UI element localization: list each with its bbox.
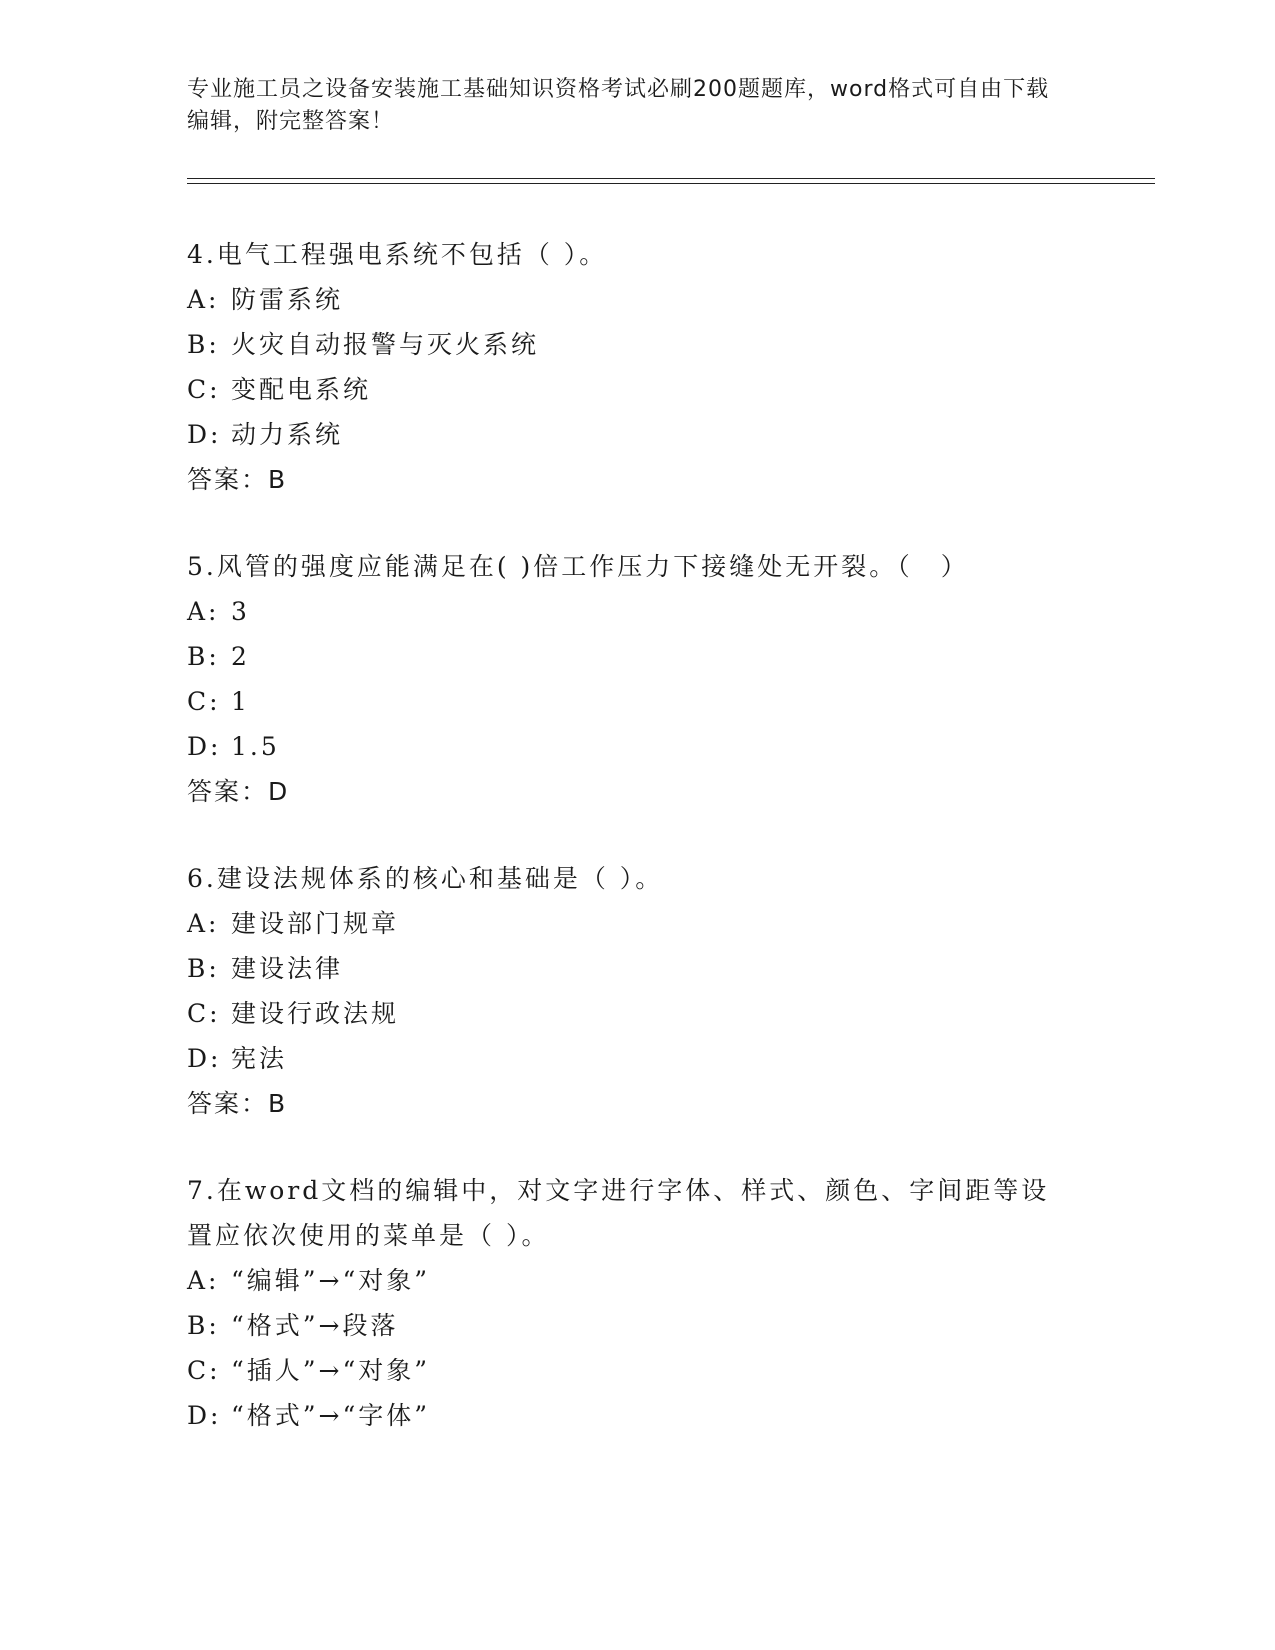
header-rule-bottom	[187, 183, 1155, 184]
option-key: B:	[187, 330, 220, 359]
option-b	[187, 322, 1087, 367]
option-text: “格式”→“字体”	[231, 1401, 431, 1430]
option-text: 宪法	[231, 1044, 288, 1073]
option-key: A:	[187, 909, 220, 938]
option-c	[187, 367, 1087, 412]
option-text: “格式”→段落	[231, 1311, 399, 1340]
option-a	[187, 901, 1087, 946]
answer-line: 答案：B	[187, 465, 288, 494]
option-b	[187, 1303, 1087, 1348]
option-key: D:	[187, 1401, 222, 1430]
question-stem: 4.电气工程强电系统不包括（ ）。	[187, 240, 608, 269]
option-d	[187, 724, 1087, 769]
option-text: 火灾自动报警与灭火系统	[231, 330, 540, 359]
option-text: 防雷系统	[231, 285, 344, 314]
question-5	[187, 544, 1087, 814]
answer-line: 答案：B	[187, 1089, 288, 1118]
option-key: D:	[187, 1044, 222, 1073]
option-text: 变配电系统	[231, 375, 372, 404]
header-rule-top	[187, 178, 1155, 179]
option-key: D:	[187, 732, 222, 761]
option-text: “编辑”→“对象”	[231, 1266, 431, 1295]
option-key: A:	[187, 285, 220, 314]
option-key: A:	[187, 1266, 220, 1295]
option-key: B:	[187, 1311, 220, 1340]
question-list	[187, 232, 1087, 1480]
option-text: 3	[231, 597, 250, 626]
option-key: C:	[187, 1356, 221, 1385]
option-text: 建设法律	[231, 954, 344, 983]
option-a	[187, 277, 1087, 322]
answer-line: 答案：D	[187, 777, 290, 806]
option-key: B:	[187, 954, 220, 983]
option-key: D:	[187, 420, 222, 449]
question-4	[187, 232, 1087, 502]
option-key: B:	[187, 642, 220, 671]
option-text: 1	[231, 687, 250, 716]
option-c	[187, 679, 1087, 724]
question-stem: 6.建设法规体系的核心和基础是（ ）。	[187, 864, 664, 893]
option-b	[187, 634, 1087, 679]
question-7	[187, 1168, 1087, 1438]
option-text: 2	[231, 642, 250, 671]
option-text: “插人”→“对象”	[231, 1356, 431, 1385]
document-header: 专业施工员之设备安装施工基础知识资格考试必刷200题题库，word格式可自由下载编辑，附完整答案！	[187, 77, 1050, 134]
question-stem: 5.风管的强度应能满足在( )倍工作压力下接缝处无开裂。（ ）	[187, 552, 969, 581]
option-c	[187, 991, 1087, 1036]
option-key: A:	[187, 597, 220, 626]
option-a	[187, 1258, 1087, 1303]
option-b	[187, 946, 1087, 991]
option-text: 建设行政法规	[231, 999, 400, 1028]
option-text: 1.5	[231, 732, 280, 761]
option-d	[187, 412, 1087, 457]
option-d	[187, 1036, 1087, 1081]
question-stem: 7.在word文档的编辑中，对文字进行字体、样式、颜色、字间距等设置应依次使用的菜单是（ ）。	[187, 1176, 1050, 1250]
option-key: C:	[187, 999, 221, 1028]
option-a	[187, 589, 1087, 634]
option-key: C:	[187, 375, 221, 404]
option-c	[187, 1348, 1087, 1393]
option-text: 动力系统	[231, 420, 344, 449]
option-text: 建设部门规章	[231, 909, 400, 938]
question-6	[187, 856, 1087, 1126]
option-d	[187, 1393, 1087, 1438]
option-key: C:	[187, 687, 221, 716]
